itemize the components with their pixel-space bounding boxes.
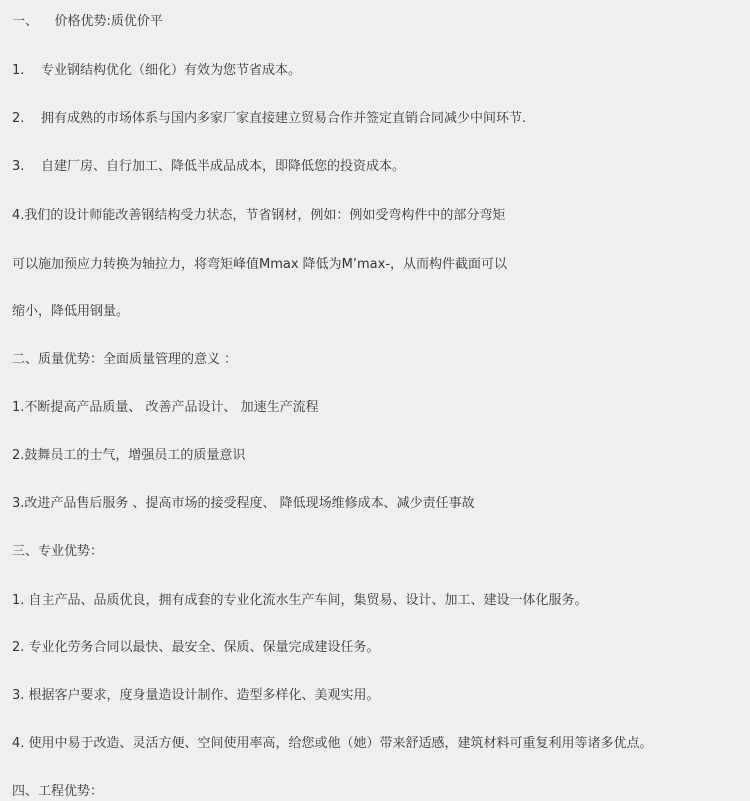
line-gap — [24, 111, 41, 126]
price-item-3 — [12, 158, 405, 176]
line-number: 2. — [12, 111, 25, 126]
line-text: 2.鼓舞员工的士气，增强员工的质量意识 — [12, 448, 246, 463]
line-text: 3.改进产品售后服务 、提高市场的接受程度、 降低现场维修成本、减少责任事故 — [12, 496, 475, 511]
line-text: 二、质量优势：全面质量管理的意义 ： — [12, 352, 238, 367]
line-text: 四、工程优势： — [12, 784, 104, 799]
line-text: 专业钢结构优化（细化）有效为您节省成本。 — [40, 63, 301, 78]
section-heading-professional — [12, 543, 103, 561]
line-text: 三、专业优势： — [12, 544, 104, 559]
professional-item-2 — [12, 639, 380, 657]
line-gap — [24, 63, 41, 78]
professional-item-4 — [12, 735, 653, 753]
line-text: 2. 专业化劳务合同以最快、最安全、保质、保量完成建设任务。 — [12, 640, 380, 655]
line-text: 4.我们的设计师能改善钢结构受力状态，节省钢材，例如：例如受弯构件中的部分弯矩 — [12, 208, 506, 223]
line-gap — [24, 159, 41, 174]
price-item-4-line-1 — [12, 207, 505, 225]
section-heading-engineering — [12, 783, 103, 801]
professional-item-3 — [12, 687, 380, 705]
line-text: 4. 使用中易于改造、灵活方便、空间使用率高，给您或他（她）带来舒适感，建筑材料可重复利用等诸多优点。 — [12, 736, 653, 751]
line-text: 拥有成熟的市场体系与国内多家厂家直接建立贸易合作并签定直销合同减少中间环节. — [40, 111, 527, 126]
line-text: 价格优势:质优价平 — [54, 14, 163, 29]
quality-item-1 — [12, 399, 319, 417]
line-number: 3. — [12, 159, 25, 174]
line-text: 1.不断提高产品质量、 改善产品设计、 加速生产流程 — [12, 400, 319, 415]
section-heading-price — [12, 13, 163, 31]
line-text: 缩小，降低用钢量。 — [12, 304, 130, 319]
quality-item-3 — [12, 495, 475, 513]
price-item-1 — [12, 62, 301, 80]
quality-item-2 — [12, 447, 245, 465]
line-text: 3. 根据客户要求，度身量造设计制作、造型多样化、美观实用。 — [12, 688, 380, 703]
line-text: 自建厂房、自行加工、降低半成品成本，即降低您的投资成本。 — [40, 159, 405, 174]
line-text: 1. 自主产品、品质优良，拥有成套的专业化流水生产车间，集贸易、设计、加工、建设一体化服务。 — [12, 593, 588, 608]
line-number: 1. — [12, 63, 25, 78]
professional-item-1 — [12, 592, 588, 610]
price-item-4-line-3 — [12, 303, 129, 321]
section-heading-quality — [12, 351, 237, 369]
price-item-4-line-2 — [12, 256, 507, 274]
line-number: 一、 — [12, 14, 39, 29]
line-gap — [38, 14, 55, 29]
line-text: 可以施加预应力转换为轴拉力，将弯矩峰值Mmax 降低为M’max-，从而构件截面可以 — [12, 257, 508, 272]
price-item-2 — [12, 110, 526, 128]
